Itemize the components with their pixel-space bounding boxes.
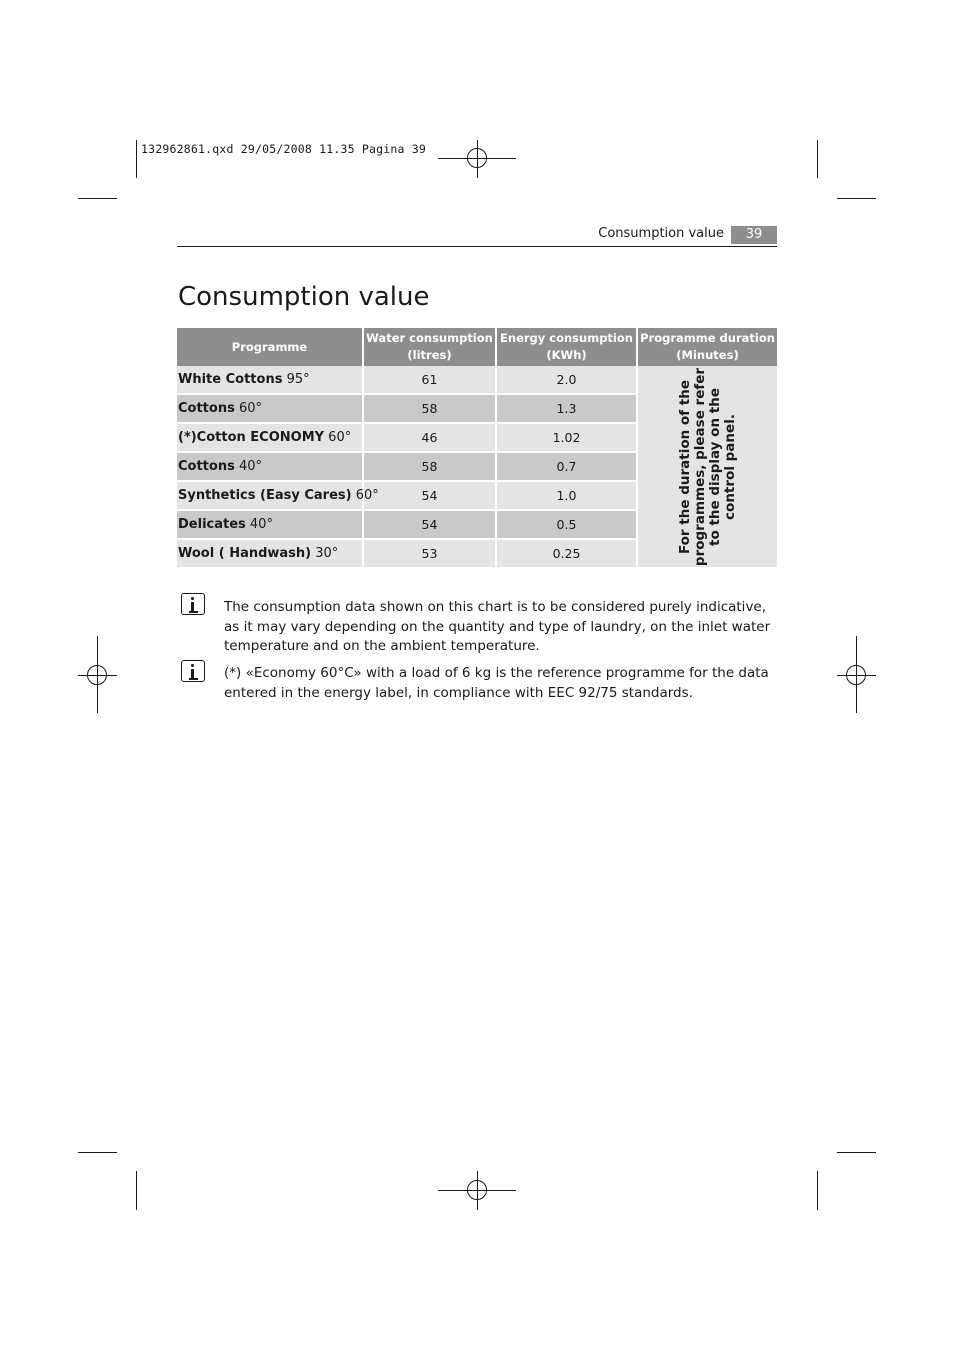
- programme-cell: White Cottons 95°: [177, 366, 364, 395]
- programme-cell: Cottons 40°: [177, 453, 364, 482]
- duration-cell: [638, 366, 777, 569]
- note-consumption-indicative: The consumption data shown on this chart is to be considered purely indicative, as it may vary depending on the quantity and type of laundry, on the inlet water temperature and on the ambient temperature.: [224, 599, 771, 654]
- water-cell: 58: [364, 395, 497, 424]
- energy-cell: 0.7: [497, 453, 638, 482]
- energy-cell: 2.0: [497, 366, 638, 395]
- note-economy-reference: (*) «Economy 60°C» with a load of 6 kg is the reference programme for the data entered in the energy label, in compliance with EEC 92/75 standards.: [224, 665, 769, 701]
- water-cell: 61: [364, 366, 497, 395]
- header-duration: Programme duration (Minutes): [638, 328, 777, 366]
- programme-cell: Wool ( Handwash) 30°: [177, 540, 364, 569]
- info-icon: [181, 660, 205, 682]
- energy-cell: 1.3: [497, 395, 638, 424]
- info-icon: [181, 593, 205, 615]
- header-water: Water consumption (litres): [364, 328, 497, 366]
- page-number-badge: 39: [731, 226, 777, 244]
- header-energy: Energy consumption (KWh): [497, 328, 638, 366]
- print-slug: 132962861.qxd 29/05/2008 11.35 Pagina 39: [141, 142, 426, 156]
- programme-cell: Synthetics (Easy Cares) 60°: [177, 482, 364, 511]
- running-header-title: Consumption value: [598, 226, 724, 241]
- energy-cell: 0.25: [497, 540, 638, 569]
- water-cell: 58: [364, 453, 497, 482]
- programme-cell: Delicates 40°: [177, 511, 364, 540]
- header-rule: [177, 246, 777, 247]
- duration-note: For the duration of the programmes, please refer to the display on the control panel.: [676, 367, 738, 566]
- table-row: [177, 366, 777, 395]
- water-cell: 53: [364, 540, 497, 569]
- page-title: Consumption value: [178, 282, 430, 312]
- consumption-table: [177, 328, 777, 569]
- header-programme: Programme: [177, 328, 364, 366]
- energy-cell: 0.5: [497, 511, 638, 540]
- energy-cell: 1.0: [497, 482, 638, 511]
- energy-cell: 1.02: [497, 424, 638, 453]
- programme-cell: Cottons 60°: [177, 395, 364, 424]
- water-cell: 54: [364, 482, 497, 511]
- programme-cell: (*)Cotton ECONOMY 60°: [177, 424, 364, 453]
- water-cell: 46: [364, 424, 497, 453]
- water-cell: 54: [364, 511, 497, 540]
- table-header-row: [177, 328, 777, 366]
